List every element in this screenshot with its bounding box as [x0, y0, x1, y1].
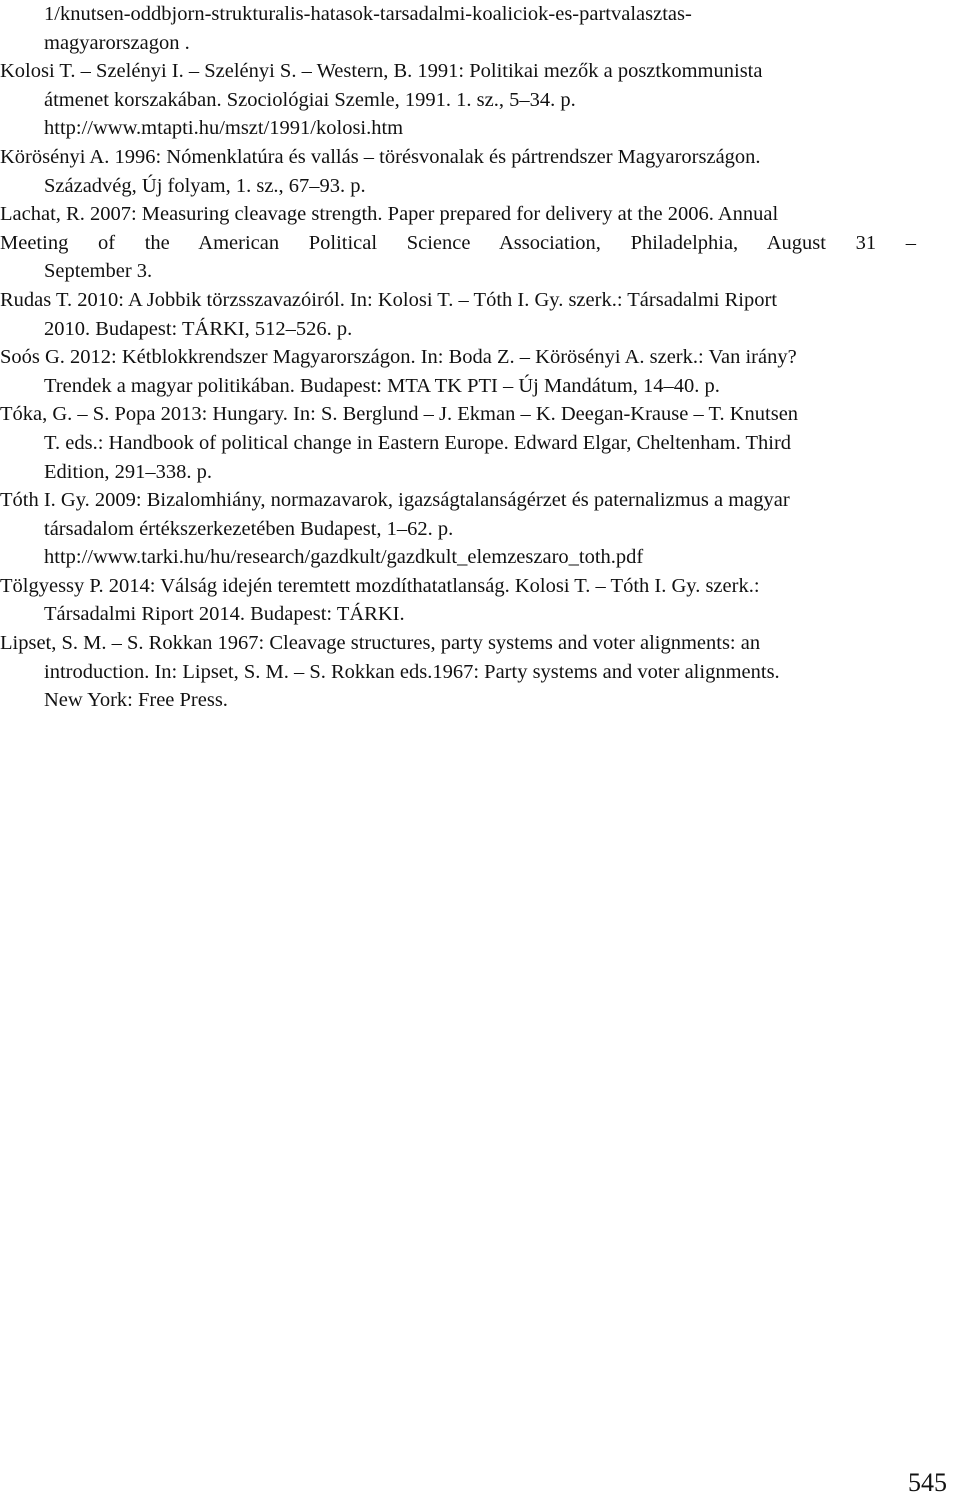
reference-lipset-rokkan-1967	[0, 629, 960, 715]
reference-korosenyi-1996	[0, 143, 960, 200]
reference-line: Rudas T. 2010: A Jobbik törzsszavazóiról. In: Kolosi T. – Tóth I. Gy. szerk.: Társadalmi Riport	[0, 288, 778, 311]
reference-list	[0, 0, 960, 715]
reference-line: Tóka, G. – S. Popa 2013: Hungary. In: S. Berglund – J. Ekman – K. Deegan-Krause – T. Knutsen	[0, 403, 799, 426]
reference-line: September 3.	[44, 260, 153, 283]
reference-knutsen-continued	[0, 0, 960, 57]
reference-line: Trendek a magyar politikában. Budapest: MTA TK PTI – Új Mandátum, 14–40. p.	[44, 374, 720, 397]
reference-line: Lachat, R. 2007: Measuring cleavage strength. Paper prepared for delivery at the 2006. Annual	[0, 203, 779, 226]
reference-rudas-2010	[0, 286, 960, 343]
reference-soos-2012	[0, 343, 960, 400]
reference-line: New York: Free Press.	[44, 689, 228, 712]
reference-line: társadalom értékszerkezetében Budapest, 1–62. p.	[44, 517, 454, 540]
reference-line: introduction. In: Lipset, S. M. – S. Rokkan eds.1967: Party systems and voter alignments.	[44, 660, 780, 683]
reference-line: Soós G. 2012: Kétblokkrendszer Magyarországon. In: Boda Z. – Körösényi A. szerk.: Van irány?	[0, 346, 797, 369]
reference-line: 2010. Budapest: TÁRKI, 512–526. p.	[44, 317, 353, 340]
reference-line: T. eds.: Handbook of political change in Eastern Europe. Edward Elgar, Cheltenham. Third	[44, 431, 792, 454]
reference-line: Meeting of the American Political Science Association, Philadelphia, August 31 –	[0, 231, 916, 254]
reference-kolosi-szelenyi	[0, 57, 960, 143]
reference-line: Kolosi T. – Szelényi I. – Szelényi S. – Western, B. 1991: Politikai mezők a posztkommunista	[0, 60, 763, 83]
reference-line: Társadalmi Riport 2014. Budapest: TÁRKI.	[44, 603, 405, 626]
reference-toth-2009	[0, 486, 960, 572]
reference-line: Lipset, S. M. – S. Rokkan 1967: Cleavage structures, party systems and voter alignments: an	[0, 632, 761, 655]
reference-toka-2013	[0, 400, 960, 486]
reference-line: Edition, 291–338. p.	[44, 460, 212, 483]
reference-line: Tölgyessy P. 2014: Válság idején teremtett mozdíthatatlanság. Kolosi T. – Tóth I. Gy. szerk.:	[0, 574, 760, 597]
reference-tolgyessy-2014	[0, 572, 960, 629]
page-number: 545	[908, 1468, 947, 1497]
reference-url: http://www.tarki.hu/hu/research/gazdkult/gazdkult_elemzeszaro_toth.pdf	[44, 546, 644, 569]
reference-line: 1/knutsen-oddbjorn-strukturalis-hatasok-tarsadalmi-koaliciok-es-partvalasztas-	[44, 3, 692, 25]
reference-line: magyarorszagon .	[44, 31, 190, 54]
reference-line: átmenet korszakában. Szociológiai Szemle, 1991. 1. sz., 5–34. p.	[44, 88, 576, 111]
reference-line: Körösényi A. 1996: Nómenklatúra és vallás – törésvonalak és pártrendszer Magyarországon.	[0, 145, 761, 168]
reference-line: Tóth I. Gy. 2009: Bizalomhiány, normazavarok, igazságtalanságérzet és paternalizmus a magyar	[0, 489, 790, 512]
reference-line: Századvég, Új folyam, 1. sz., 67–93. p.	[44, 174, 366, 197]
reference-lachat-2007	[0, 200, 960, 286]
reference-url: http://www.mtapti.hu/mszt/1991/kolosi.htm	[44, 117, 404, 140]
